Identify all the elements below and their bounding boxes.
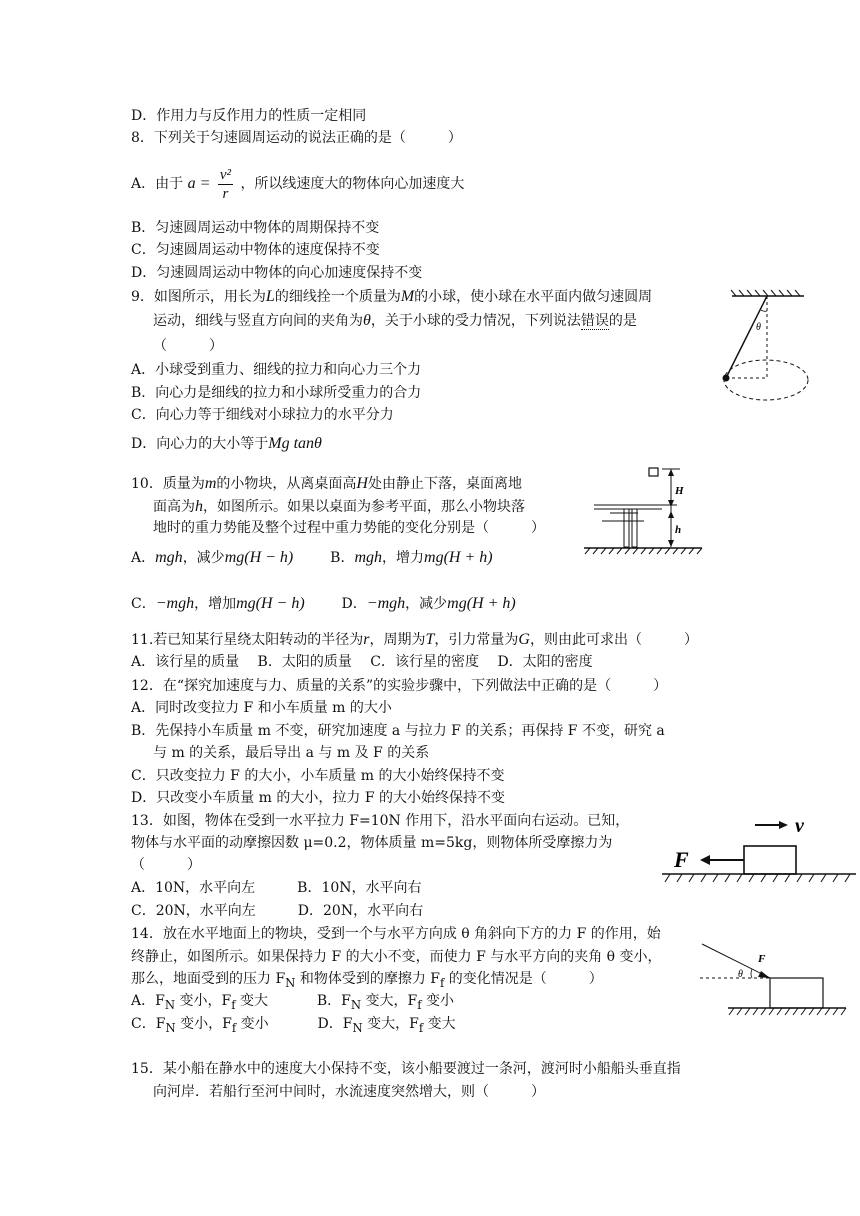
q13-options-ab: A．10N，水平向左 B．10N，水平向右 bbox=[131, 880, 422, 896]
q13-stem-line3: （ ） bbox=[131, 857, 201, 873]
q10-options-ab: A．mgh，减少mg(H − h) B．mgh，增力mg(H + h) bbox=[131, 549, 493, 566]
q13-fig-F-label: F bbox=[674, 847, 689, 872]
q10-stem-line3: 地时的重力势能及整个过程中重力势能的变化分别是（ ） bbox=[153, 520, 545, 536]
q10-table-figure bbox=[582, 463, 707, 558]
q12-stem: 12．在“探究加速度与力、质量的关系”的实验步骤中，下列做法中正确的是（ ） bbox=[131, 678, 668, 694]
q8-fraction: $\frac{\text{v²}}{r}$ bbox=[219, 166, 231, 202]
q11-options: A．该行星的质量 B．太阳的质量 C．该行星的密度 D．太阳的密度 bbox=[131, 654, 593, 670]
q12-option-c: C．只改变拉力 F 的大小，小车质量 m 的大小始终保持不变 bbox=[131, 768, 505, 784]
q9-option-b: B．向心力是细线的拉力和小球所受重力的合力 bbox=[131, 385, 422, 401]
q14-stem-line1: 14．放在水平地面上的物块，受到一个与水平方向成 θ 角斜向下方的力 F 的作用，始 bbox=[131, 926, 661, 942]
q9-option-d: D．向心力的大小等于Mg tanθ bbox=[131, 435, 322, 452]
q14-fig-theta-label: θ bbox=[738, 969, 743, 980]
q8-option-d: D．匀速圆周运动中物体的向心加速度保持不变 bbox=[131, 265, 423, 281]
q10-fig-H-label: H bbox=[675, 485, 684, 497]
q9-fig-theta-label: θ bbox=[756, 322, 761, 333]
q12-option-b-line2: 与 m 的关系，最后导出 a 与 m 及 F 的关系 bbox=[153, 745, 430, 761]
q14-fig-F-label: F bbox=[758, 953, 766, 965]
q15-stem-line1: 15．某小船在静水中的速度大小保持不变，该小船要渡过一条河，渡河时小船船头垂直指 bbox=[131, 1061, 681, 1077]
q10-stem-line1: 10．质量为m的小物块，从离桌面高H处由静止下落，桌面离地 bbox=[131, 475, 522, 492]
q11-stem: 11.若已知某行星绕太阳转动的半径为r，周期为T，引力常量为G，则由此可求出（ ） bbox=[131, 631, 698, 648]
q8-option-a: A．由于 a = $\frac{\text{v²}}{r}$ ，所以线速度大的物体向心加速度大 bbox=[131, 166, 465, 202]
q7-option-d: D．作用力与反作用力的性质一定相同 bbox=[131, 108, 367, 124]
q8-option-c: C．匀速圆周运动中物体的速度保持不变 bbox=[131, 242, 380, 258]
q13-fig-v-label: v bbox=[795, 815, 804, 837]
q8-formula-lhs: a = bbox=[187, 175, 211, 192]
q10-fig-h-label: h bbox=[675, 524, 682, 536]
q12-option-a: A．同时改变拉力 F 和小车质量 m 的大小 bbox=[131, 700, 392, 716]
q8-option-b: B．匀速圆周运动中物体的周期保持不变 bbox=[131, 220, 380, 236]
q14-stem-line3: 那么，地面受到的压力 $F_N$ 和物体受到的摩擦力 $F_f$ 的变化情况是（ ） bbox=[131, 971, 603, 990]
q12-option-d: D．只改变小车质量 m 的大小，拉力 F 的大小始终保持不变 bbox=[131, 790, 506, 806]
q12-option-b-line1: B．先保持小车质量 m 不变，研究加速度 a 与拉力 F 的关系；再保持 F 不变，研究 a bbox=[131, 723, 665, 739]
q13-stem-line2: 物体与水平面的动摩擦因数 μ=0.2，物体质量 m=5kg，则物体所受摩擦力为 bbox=[131, 835, 613, 851]
q14-options-ab: A．$F_N$ 变小，$F_f$ 变大 B．$F_N$ 变大，$F_f$ 变小 bbox=[131, 993, 455, 1012]
q13-stem-line1: 13．如图，物体在受到一水平拉力 F=10N 作用下，沿水平面向右运动。已知， bbox=[131, 813, 630, 829]
q14-options-cd: C．$F_N$ 变小，$F_f$ 变小 D．$F_N$ 变大，$F_f$ 变大 bbox=[131, 1016, 456, 1035]
q9-stem-line1: 9．如图所示，用长为L的细线拴一个质量为M的小球，使小球在水平面内做匀速圆周 bbox=[131, 288, 653, 305]
q9-option-a: A．小球受到重力、细线的拉力和向心力三个力 bbox=[131, 362, 422, 378]
q9-pendulum-figure bbox=[722, 288, 822, 410]
q13-options-cd: C．20N，水平向左 D．20N，水平向右 bbox=[131, 903, 424, 919]
q10-stem-line2: 面高为h，如图所示。如果以桌面为参考平面，那么小物块落 bbox=[153, 498, 525, 515]
q9-stem-line3: （ ） bbox=[153, 338, 223, 354]
q10-options-cd: C．−mgh，增加mg(H − h) D．−mgh，减少mg(H + h) bbox=[131, 595, 516, 612]
q13-block-figure bbox=[660, 812, 860, 892]
q9-stem-line2: 运动，细线与竖直方向间的夹角为θ，关于小球的受力情况，下列说法错误的是 bbox=[153, 312, 637, 329]
q14-block-figure bbox=[700, 940, 850, 1020]
q14-stem-line2: 终静止，如图所示。如果保持力 F 的大小不变，而使力 F 与水平方向的夹角 θ 变小， bbox=[131, 949, 662, 965]
q15-stem-line2: 向河岸．若船行至河中间时，水流速度突然增大，则（ ） bbox=[153, 1084, 545, 1100]
q9-option-c: C．向心力等于细线对小球拉力的水平分力 bbox=[131, 407, 394, 423]
q8-stem: 8．下列关于匀速圆周运动的说法正确的是（ ） bbox=[131, 130, 462, 146]
